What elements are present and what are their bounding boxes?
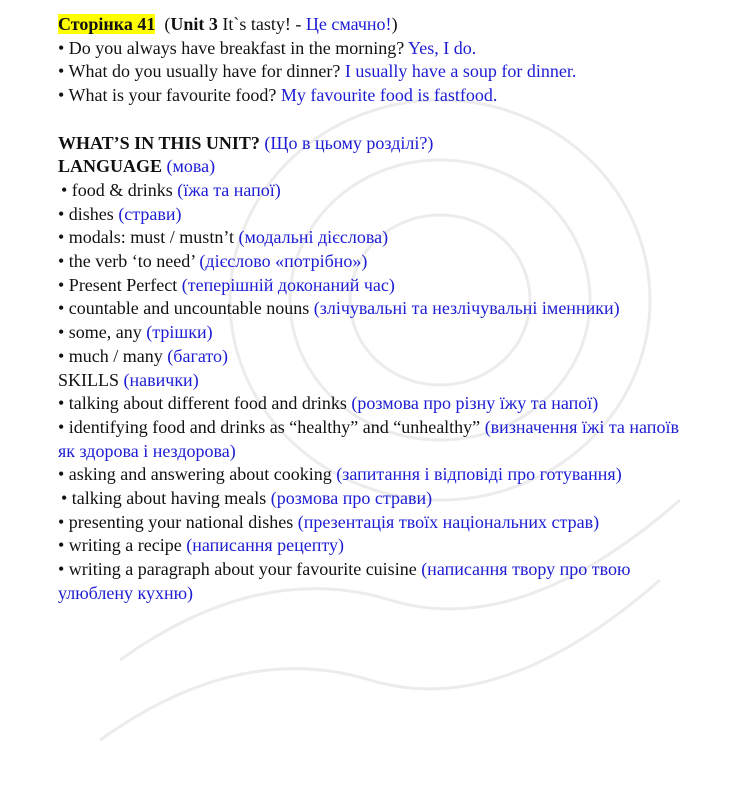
skills-item-en: • asking and answering about cooking <box>58 464 332 485</box>
language-item-ua: (трішки) <box>146 322 213 343</box>
skills-item-ua: (запитання і відповіді про готування) <box>336 464 622 485</box>
language-item <box>58 179 698 203</box>
question: • Do you always have breakfast in the morning? <box>58 37 405 58</box>
language-item <box>58 274 698 298</box>
qa-item <box>58 60 698 84</box>
skills-item <box>58 558 698 605</box>
language-item <box>58 226 698 250</box>
skills-item <box>58 392 698 416</box>
language-heading <box>58 155 698 179</box>
skills-item-ua: (написання твору про твою улюблену кухню) <box>58 559 631 603</box>
language-item-en: • dishes <box>58 203 114 224</box>
unit-label: Unit 3 <box>170 14 218 34</box>
language-item-ua: (багато) <box>167 345 228 366</box>
skills-item-en: • talking about having meals <box>61 488 267 509</box>
answer: I usually have a soup for dinner. <box>344 61 577 82</box>
language-item-ua: (їжа та напої) <box>177 179 281 200</box>
skills-item <box>58 534 698 558</box>
language-item <box>58 297 698 321</box>
skills-item-ua: (розмова про різну їжу та напої) <box>351 393 599 414</box>
unit-heading-en: WHAT’S IN THIS UNIT? <box>58 132 260 153</box>
skills-item-en: • presenting your national dishes <box>58 511 294 532</box>
skills-item-ua: (розмова про страви) <box>270 488 433 509</box>
answer: My favourite food is fastfood. <box>280 85 498 106</box>
skills-item <box>58 511 698 535</box>
language-item-en: • food & drinks <box>61 179 173 200</box>
skills-item-ua: (написання рецепту) <box>186 535 345 556</box>
qa-item <box>58 84 698 108</box>
skills-item <box>58 463 698 487</box>
unit-title-ua: Це смачно! <box>305 14 392 34</box>
close-paren: ) <box>391 14 398 34</box>
skills-item-en: • writing a paragraph about your favourite cuisine <box>58 559 417 580</box>
language-item <box>58 250 698 274</box>
qa-item <box>58 37 698 61</box>
language-item-en: • modals: must / mustn’t <box>58 227 234 248</box>
skills-item-ua: (презентація твоїх національних страв) <box>297 511 600 532</box>
language-item-ua: (теперішній доконаний час) <box>181 274 395 295</box>
skills-item-en: • talking about different food and drinks <box>58 393 347 414</box>
language-heading-ua: (мова) <box>166 156 216 177</box>
language-item-ua: (страви) <box>118 203 182 224</box>
unit-heading-ua: (Що в цьому розділі?) <box>264 132 434 153</box>
language-item-en: • much / many <box>58 345 163 366</box>
language-item-en: • Present Perfect <box>58 274 178 295</box>
language-item-en: • countable and uncountable nouns <box>58 298 310 319</box>
language-item-en: • the verb ‘to need’ <box>58 251 195 272</box>
skills-heading <box>58 369 698 393</box>
spacer <box>58 108 698 132</box>
answer: Yes, I do. <box>408 37 477 58</box>
language-item <box>58 203 698 227</box>
skills-heading-ua: (навички) <box>123 369 199 390</box>
skills-item-en: • writing a recipe <box>58 535 182 556</box>
language-item-ua: (злічувальні та незлічувальні іменники) <box>313 298 620 319</box>
language-item-ua: (модальні дієслова) <box>238 227 389 248</box>
page-label: Сторінка 41 <box>58 14 156 34</box>
open-paren: ( <box>164 14 171 34</box>
language-heading-en: LANGUAGE <box>58 156 163 177</box>
skills-item-ua: (визначення їжі та напоїв як здорова і нездорова) <box>58 416 679 461</box>
skills-item <box>58 487 698 511</box>
document-body <box>58 13 698 606</box>
header-line <box>58 13 698 37</box>
language-item <box>58 345 698 369</box>
language-item-ua: (дієслово «потрібно») <box>199 251 368 272</box>
skills-item-en: • identifying food and drinks as “healthy” and “unhealthy” <box>58 416 481 437</box>
skills-heading-en: SKILLS <box>58 369 120 390</box>
unit-heading <box>58 132 698 156</box>
unit-title: It`s tasty! - <box>222 14 302 34</box>
language-item-en: • some, any <box>58 322 142 343</box>
skills-item <box>58 416 698 463</box>
question: • What is your favourite food? <box>58 85 277 106</box>
question: • What do you usually have for dinner? <box>58 61 341 82</box>
language-item <box>58 321 698 345</box>
